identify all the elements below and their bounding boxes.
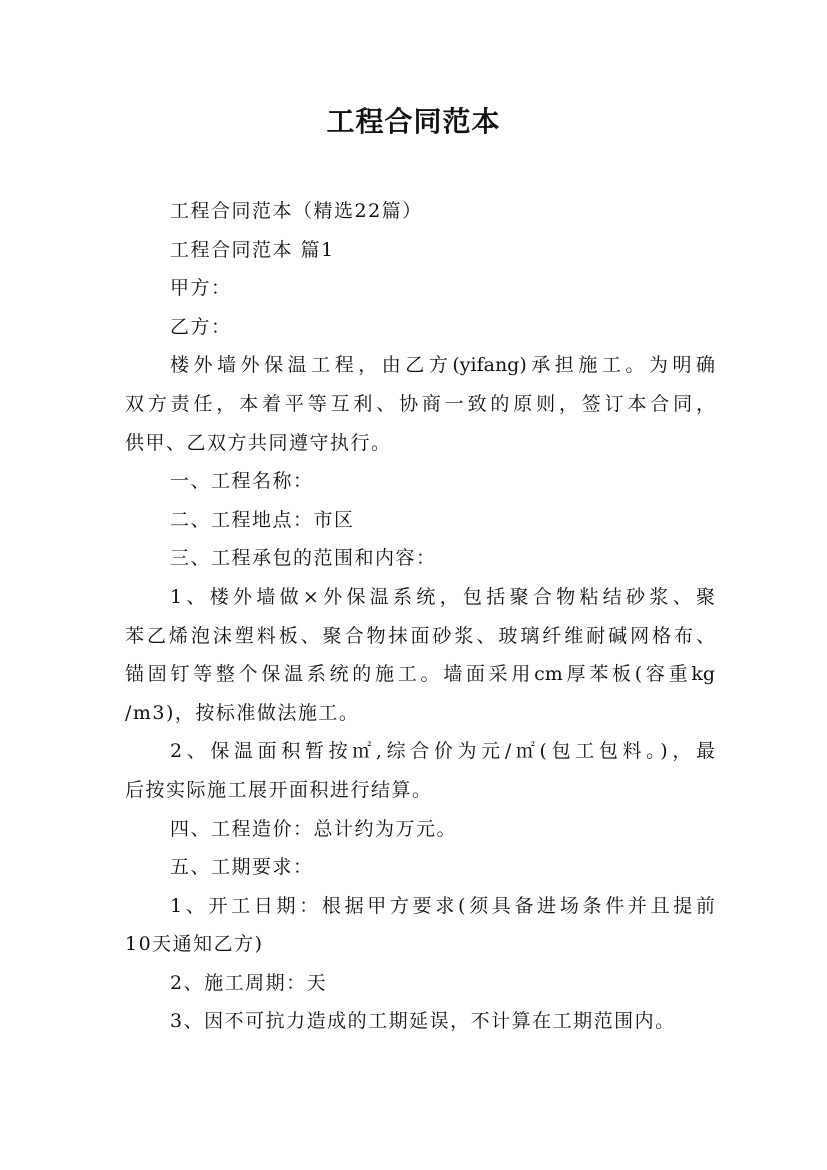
paragraph-line: 锚固钉等整个保温系统的施工。墙面采用cm厚苯板(容重kg	[125, 663, 715, 686]
paragraph-line: 后按实际施工展开面积进行结算。	[125, 778, 433, 801]
clause-heading: 二、工程地点：市区	[170, 508, 355, 531]
paragraph-line: 苯乙烯泡沫塑料板、聚合物抹面砂浆、玻璃纤维耐碱网格布、	[125, 624, 715, 647]
document-title: 工程合同范本	[326, 105, 501, 138]
paragraph-line: 3、因不可抗力造成的工期延误，不计算在工期范围内。	[170, 1010, 676, 1033]
clause-heading: 四、工程造价：总计约为万元。	[170, 817, 458, 840]
clause-heading: 一、工程名称：	[170, 470, 314, 493]
paragraph-line: 楼外墙外保温工程，由乙方(yifang)承担施工。为明确	[170, 354, 715, 377]
paragraph-line: 双方责任，本着平等互利、协商一致的原则，签订本合同，	[125, 392, 715, 415]
paragraph-line: 供甲、乙双方共同遵守执行。	[125, 431, 392, 454]
section-heading: 工程合同范本 篇1	[170, 238, 335, 261]
clause-heading: 三、工程承包的范围和内容：	[170, 547, 437, 570]
paragraph-line: 1、开工日期：根据甲方要求(须具备进场条件并且提前	[170, 894, 715, 917]
paragraph-line: 2、保温面积暂按㎡,综合价为元/㎡(包工包料。)，最	[170, 740, 715, 763]
paragraph-line: 2、施工周期：天	[170, 971, 328, 994]
party-b-line: 乙方：	[170, 315, 232, 338]
clause-heading: 五、工期要求：	[170, 856, 314, 879]
subtitle-line: 工程合同范本（精选22篇）	[170, 200, 423, 222]
party-a-line: 甲方：	[170, 277, 232, 300]
document-body	[125, 192, 715, 1041]
paragraph-line: 1、楼外墙做×外保温系统，包括聚合物粘结砂浆、聚	[170, 585, 715, 608]
paragraph-line: 10天通知乙方)	[125, 933, 264, 956]
paragraph-line: /m3)，按标准做法施工。	[125, 701, 360, 724]
